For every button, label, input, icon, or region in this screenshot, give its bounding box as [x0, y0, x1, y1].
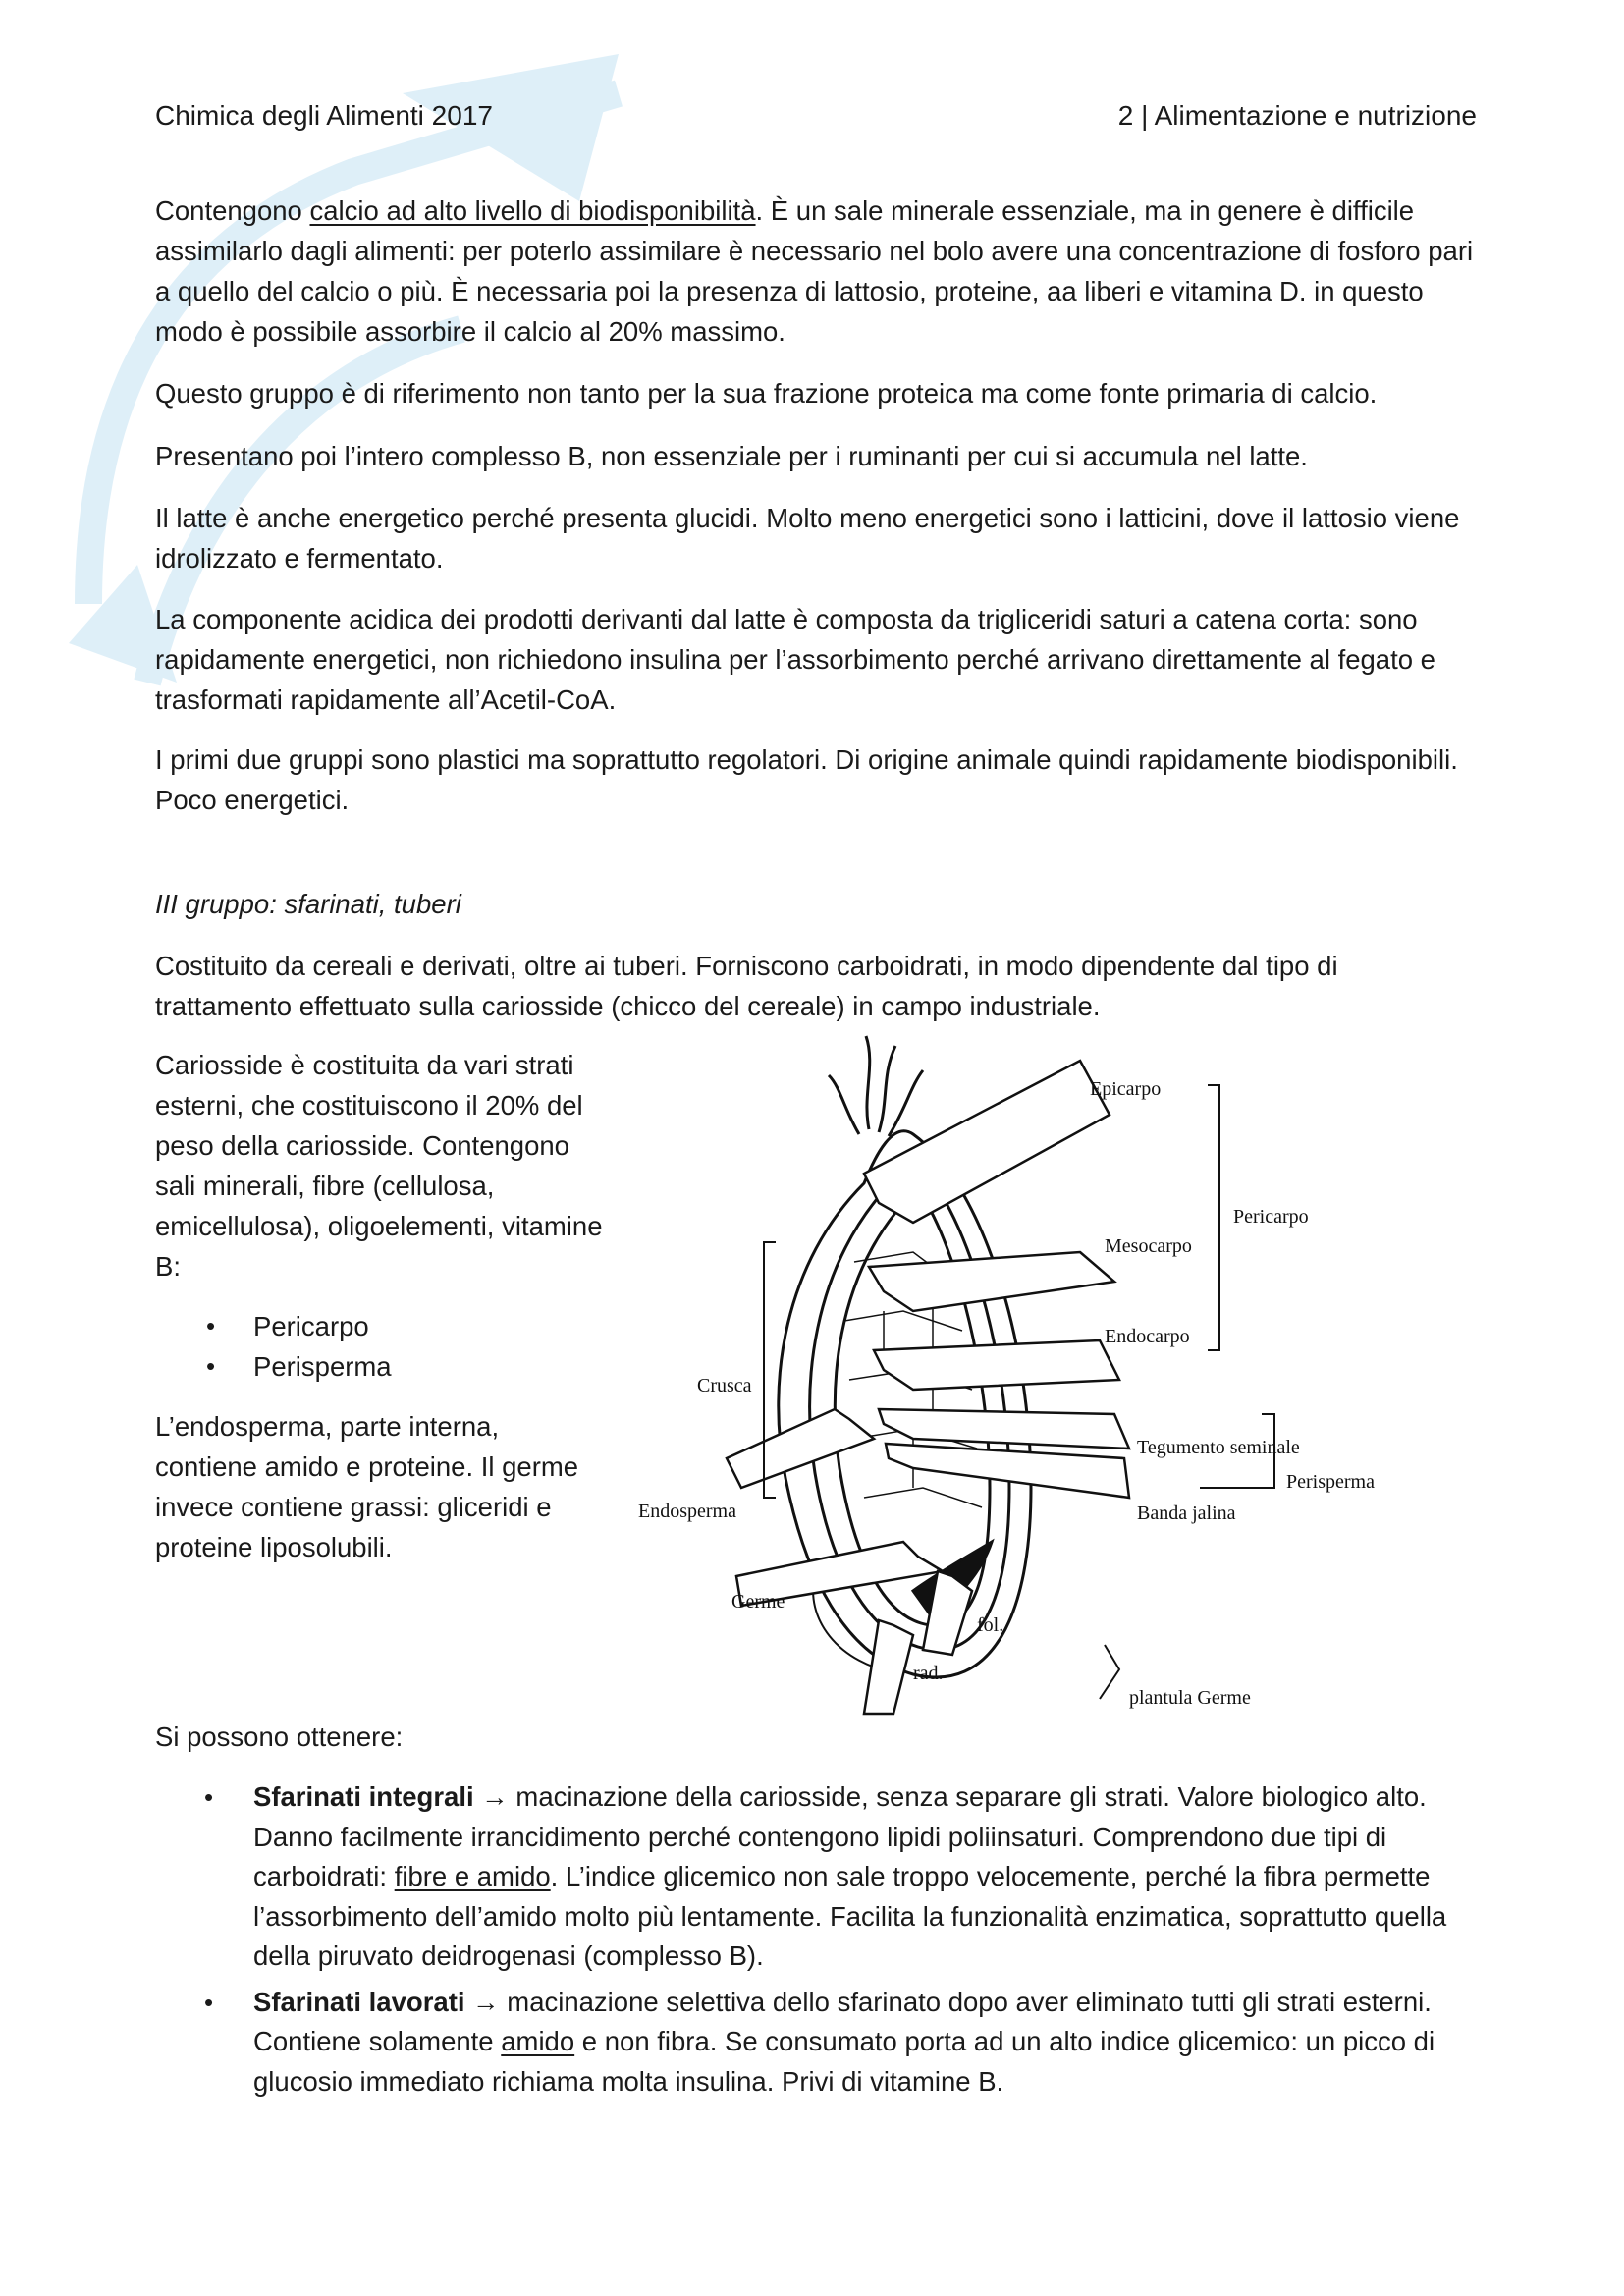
p1-text-b: . È un sale minerale essenziale, ma in genere è difficile assimilarlo dagli alimenti: per poterlo assimilare è necessario nel bolo avere una concentrazione di fosforo pari a quello del calcio o più. È necessaria poi la presenza di lattosio, proteine, aa liberi e vitamina D. in questo modo è possibile assorbire il calcio al 20% massimo. — [155, 195, 1474, 347]
label-germe: Germe — [731, 1591, 785, 1613]
arrow-epicarpo — [864, 1061, 1110, 1223]
label-mesocarpo: Mesocarpo — [1105, 1235, 1192, 1257]
arrow-endosperma — [727, 1409, 874, 1488]
list-item — [155, 1777, 1490, 1977]
label-tegumento: Tegumento seminale — [1137, 1437, 1300, 1458]
bracket-pericarpo — [1208, 1085, 1219, 1350]
cariosside-description: Cariosside è costituita da vari strati esterni, che costituiscono il 20% del peso della cariosside. Contengono sali minerali, fibre (cellulosa, emicellulosa), oligoelementi, vitamine B: — [155, 1050, 603, 1282]
grain-brush — [829, 1036, 923, 1136]
possono-ottenere: Si possono ottenere: — [155, 1722, 404, 1752]
item-text-b: e non fibra. Se consumato porta ad un alto indice glicemico: un picco di glucosio immediato richiama molta insulina. Privi di vitamine B. — [253, 2026, 1435, 2097]
paragraph-acidic: La componente acidica dei prodotti derivanti dal latte è composta da trigliceridi saturi a catena corta: sono rapidamente energetici, non richiedono insulina per l’assorbimento perché arrivano direttamente al fegato e trasformati rapidamente all’Acetil-CoA. — [155, 604, 1435, 715]
arrow-endocarpo — [874, 1340, 1119, 1390]
arrow-rad — [864, 1620, 913, 1714]
label-endosperma: Endosperma — [638, 1501, 736, 1522]
item-text-a: macinazione della cariosside, senza separare gli strati. Valore biologico alto. Danno facilmente irrancidimento perché contengono lipidi poliinsaturi. Comprendono due tipi di carboidrati: — [253, 1781, 1427, 1891]
p1-text-a: Contengono — [155, 195, 310, 226]
bullet-item: • Perisperma — [155, 1346, 607, 1387]
cariosside-diagram — [619, 1026, 1502, 1723]
plantula-bracket — [1100, 1645, 1119, 1699]
label-epicarpo: Epicarpo — [1090, 1078, 1162, 1100]
label-rad: rad. — [913, 1663, 944, 1684]
arrow-icon: → — [464, 1986, 508, 2017]
bullet-item: • Pericarpo — [155, 1306, 607, 1346]
list-item — [155, 1983, 1490, 2103]
item-underlined: amido — [501, 2026, 575, 2056]
paragraph-calcium — [155, 191, 1481, 352]
page-header — [155, 98, 1477, 134]
paragraph-reference: Questo gruppo è di riferimento non tanto per la sua frazione proteica ma come fonte primaria di calcio. — [155, 378, 1378, 409]
item-text-a: macinazione selettiva dello sfarinato dopo aver eliminato tutti gli strati esterni. Contiene solamente — [253, 1986, 1432, 2056]
item-underlined: fibre e amido — [394, 1861, 551, 1891]
arrow-banda — [886, 1444, 1129, 1498]
arrow-mesocarpo — [869, 1252, 1114, 1311]
paragraph-groups: I primi due gruppi sono plastici ma soprattutto regolatori. Di origine animale quindi rapidamente biodisponibili. Poco energetici. — [155, 744, 1458, 815]
item-text-b: . L’indice glicemico non sale troppo velocemente, perché la fibra permette l’assorbimento dell’amido molto più lentamente. Facilita la funzionalità enzimatica, soprattutto quella della piruvato deidrogenasi (complesso B). — [253, 1861, 1447, 1971]
sfarinati-list — [155, 1777, 1490, 2107]
p1-underlined: calcio ad alto livello di biodisponibilità — [309, 195, 756, 226]
label-plantula: plantula Germe — [1129, 1687, 1251, 1709]
label-perisperma: Perisperma — [1286, 1471, 1375, 1493]
label-pericarpo: Pericarpo — [1233, 1206, 1309, 1228]
arrow-icon: → — [473, 1781, 516, 1812]
header-right: 2 | Alimentazione e nutrizione — [1117, 100, 1477, 131]
paragraph-energy: Il latte è anche energetico perché presenta glucidi. Molto meno energetici sono i latticini, dove il lattosio viene idrolizzato e fermentato. — [155, 503, 1460, 574]
item-title: Sfarinati lavorati — [253, 1986, 465, 2017]
label-crusca: Crusca — [697, 1375, 752, 1396]
cariosside-figure — [619, 1026, 1502, 1723]
cariosside-text-column — [155, 1045, 607, 1567]
layer-bullets — [155, 1306, 607, 1387]
endosperm-description: L’endosperma, parte interna, contiene amido e proteine. Il germe invece contiene grassi: gliceridi e proteine liposolubili. — [155, 1411, 579, 1562]
section-title: III gruppo: sfarinati, tuberi — [155, 889, 461, 919]
header-left: Chimica degli Alimenti 2017 — [155, 100, 493, 131]
label-endocarpo: Endocarpo — [1105, 1326, 1190, 1347]
item-title: Sfarinati integrali — [253, 1781, 474, 1812]
label-fol: fol. — [977, 1614, 1004, 1636]
label-banda: Banda jalina — [1137, 1503, 1236, 1524]
paragraph-complex-b: Presentano poi l’intero complesso B, non essenziale per i ruminanti per cui si accumula nel latte. — [155, 441, 1308, 471]
arrow-tegumento — [879, 1409, 1129, 1449]
section-intro: Costituito da cereali e derivati, oltre ai tuberi. Forniscono carboidrati, in modo dipendente dal tipo di trattamento effettuato sulla cariosside (chicco del cereale) in campo industriale. — [155, 951, 1338, 1021]
